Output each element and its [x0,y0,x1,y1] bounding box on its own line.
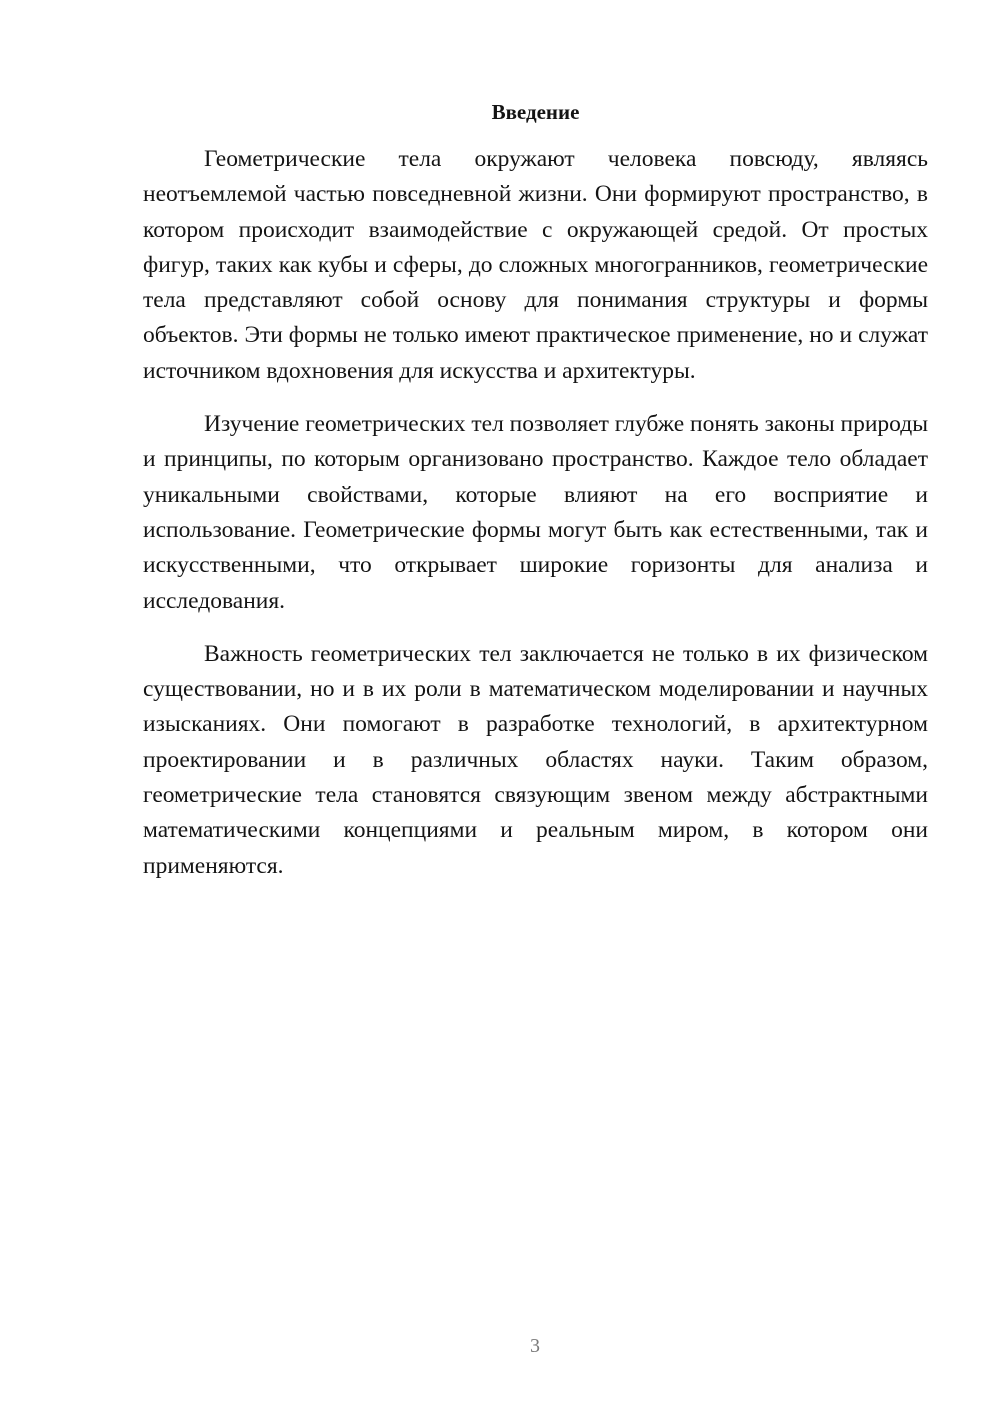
paragraph-3: Важность геометрических тел заключается не только в их физическом существовании, но и в их роли в математическом моделировании и научных изысканиях. Они помогают в разработке технологий, в архитектурном проектировании и в различных областях науки. Таким образом, геометрические тела становятся связующим звеном между абстрактными математическими концепциями и реальным миром, в котором они применяются. [143,640,928,879]
paragraph-2: Изучение геометрических тел позволяет глубже понять законы природы и принципы, по которым организовано пространство. Каждое тело обладает уникальными свойствами, которые влияют на его восприятие и использование. Геометрические формы могут быть как естественными, так и искусственными, что открывает широкие горизонты для анализа и исследования. [143,411,928,614]
body-text [143,142,928,902]
paragraph-1: Геометрические тела окружают человека повсюду, являясь неотъемлемой частью повседневной жизни. Они формируют пространство, в котором происходит взаимодействие с окружающей средой. От простых фигур, таких как кубы и сферы, до сложных многогранников, геометрические тела представляют собой основу для понимания структуры и формы объектов. Эти формы не только имеют практическое применение, но и служат источником вдохновения для искусства и архитектуры. [143,146,928,384]
page-number: 3 [530,1335,540,1357]
section-heading: Введение [491,100,580,124]
